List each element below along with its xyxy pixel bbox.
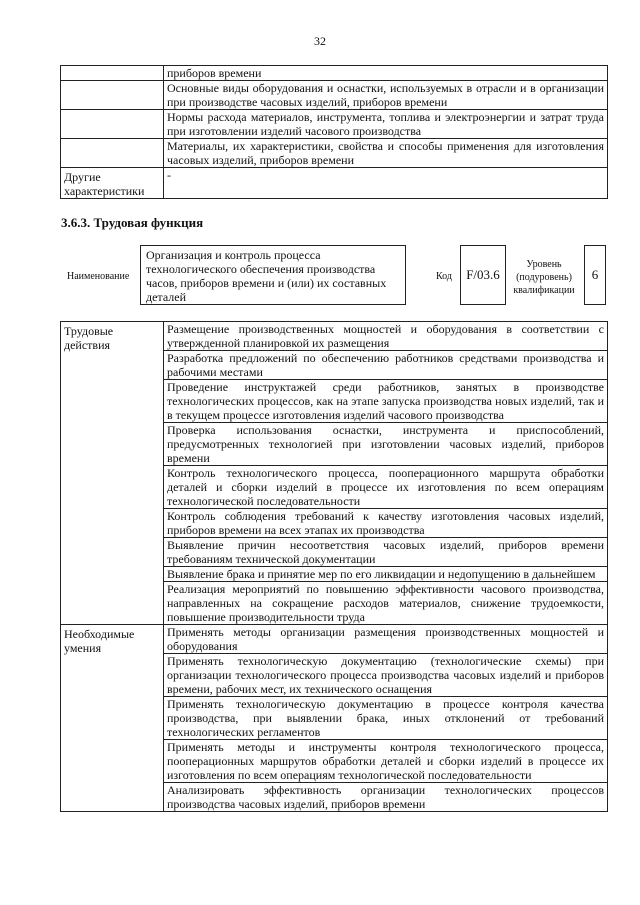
table-row bbox=[61, 66, 608, 81]
action-item: Проверка использования оснастки, инструмента и приспособлений, предусмотренных технологией при изготовлении часовых изделий, приборов времени bbox=[164, 423, 608, 466]
table-row bbox=[61, 322, 608, 351]
skill-item: Применять методы и инструменты контроля технологического процесса, пооперационных маршрутов обработки деталей и сборки изделий в процессе их изготовления по всем операциям технологической последовательности bbox=[164, 740, 608, 783]
code-value: F/03.6 bbox=[460, 245, 506, 305]
name-label: Наименование bbox=[67, 271, 130, 282]
row-label bbox=[61, 139, 164, 168]
skills-label: Необходимые умения bbox=[61, 625, 164, 812]
skill-item: Применять технологическую документацию в процессе контроля качества производства, при выявлении брака, иных отклонений от требований технологических регламентов bbox=[164, 697, 608, 740]
other-characteristics-label: Другие характеристики bbox=[61, 168, 164, 199]
table-row bbox=[61, 139, 608, 168]
skill-item: Применять технологическую документацию (технологические схемы) при организации технологического процесса производства часовых изделий и приборов времени, рабочих мест, их технического оснащения bbox=[164, 654, 608, 697]
level-label: Уровень (подуровень) квалификации bbox=[513, 259, 575, 296]
table-row bbox=[61, 81, 608, 110]
actions-skills-table bbox=[60, 321, 608, 812]
action-item: Проведение инструктажей среди работников, занятых в производстве технологических процессов, как на этапе запуска производства новых изделий, так и в текущем процессе изготовления изделий часового производства bbox=[164, 380, 608, 423]
action-item: Выявление причин несоответствия часовых изделий, приборов времени требованиям технической документации bbox=[164, 538, 608, 567]
row-label bbox=[61, 66, 164, 81]
row-text: Основные виды оборудования и оснастки, используемых в отрасли и в организации при производстве часовых изделий, приборов времени bbox=[164, 81, 608, 110]
other-characteristics-value: - bbox=[164, 168, 608, 199]
level-value: 6 bbox=[584, 245, 606, 305]
action-item: Контроль технологического процесса, пооперационного маршрута обработки деталей и сборки изделий в процессе их изготовления по всем операциям технологической последовательности bbox=[164, 466, 608, 509]
action-item: Реализация мероприятий по повышению эффективности часового производства, направленных на сокращение расходов материалов, снижение трудоемкости, повышение производительности труда bbox=[164, 582, 608, 625]
table-row bbox=[61, 110, 608, 139]
row-text: Нормы расхода материалов, инструмента, топлива и электроэнергии и затрат труда при изготовлении изделий часового производства bbox=[164, 110, 608, 139]
action-item: Размещение производственных мощностей и оборудования в соответствии с утвержденной планировкой их размещения bbox=[164, 322, 608, 351]
action-item: Контроль соблюдения требований к качеству изготовления часовых изделий, приборов времени на всех этапах их производства bbox=[164, 509, 608, 538]
page-number: 32 bbox=[314, 34, 326, 48]
code-label: Код bbox=[436, 271, 452, 282]
section-title: 3.6.3. Трудовая функция bbox=[61, 215, 204, 230]
function-name-value: Организация и контроль процесса технологического обеспечения производства часов, приборов времени и (или) их составных деталей bbox=[140, 245, 406, 305]
action-item: Выявление брака и принятие мер по его ликвидации и недопущению в дальнейшем bbox=[164, 567, 608, 582]
function-header bbox=[60, 245, 608, 309]
knowledge-table bbox=[60, 65, 608, 199]
actions-label: Трудовые действия bbox=[61, 322, 164, 625]
table-row bbox=[61, 168, 608, 199]
skill-item: Анализировать эффективность организации технологических процессов производства часовых изделий, приборов времени bbox=[164, 783, 608, 812]
row-text: Материалы, их характеристики, свойства и способы применения для изготовления часовых изделий, приборов времени bbox=[164, 139, 608, 168]
row-label bbox=[61, 81, 164, 110]
table-row bbox=[61, 625, 608, 654]
row-text: приборов времени bbox=[164, 66, 608, 81]
action-item: Разработка предложений по обеспечению работников средствами производства и рабочими местами bbox=[164, 351, 608, 380]
row-label bbox=[61, 110, 164, 139]
skill-item: Применять методы организации размещения производственных мощностей и оборудования bbox=[164, 625, 608, 654]
